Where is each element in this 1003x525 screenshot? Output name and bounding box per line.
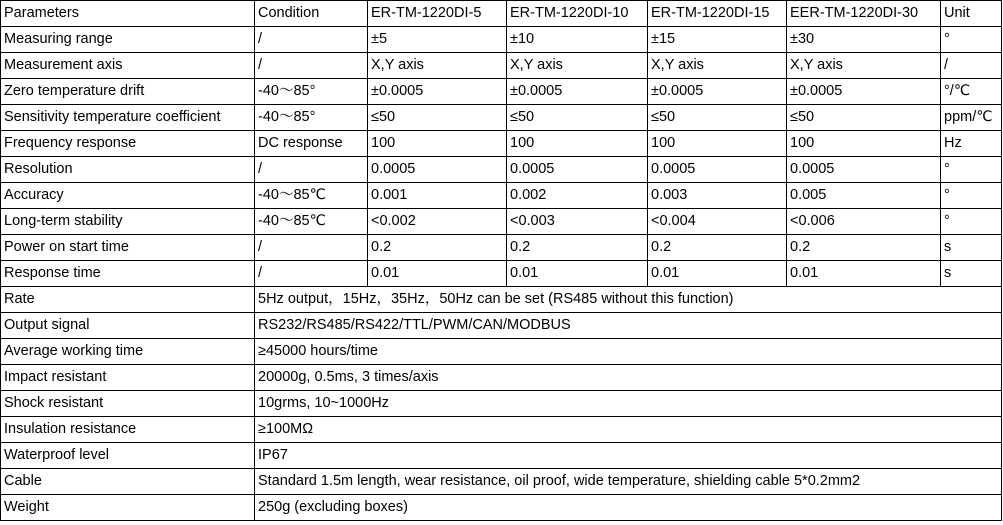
- unit-cell: /: [941, 53, 1002, 79]
- condition-cell: /: [255, 235, 368, 261]
- unit-cell: °: [941, 27, 1002, 53]
- value-cell: ±0.0005: [648, 79, 787, 105]
- value-cell: X,Y axis: [507, 53, 648, 79]
- unit-cell: ppm/℃: [941, 105, 1002, 131]
- merged-value-cell: 10grms, 10~1000Hz: [255, 391, 1002, 417]
- param-cell: Zero temperature drift: [1, 79, 255, 105]
- value-cell: <0.002: [368, 209, 507, 235]
- value-cell: 0.01: [648, 261, 787, 287]
- param-cell: Accuracy: [1, 183, 255, 209]
- table-row: [1, 287, 1002, 313]
- value-cell: ±5: [368, 27, 507, 53]
- condition-cell: -40～85℃: [255, 209, 368, 235]
- value-cell: 0.0005: [368, 157, 507, 183]
- condition-cell: /: [255, 27, 368, 53]
- param-cell: Response time: [1, 261, 255, 287]
- header-row: [1, 1, 1002, 27]
- table-row: [1, 27, 1002, 53]
- value-cell: ±0.0005: [787, 79, 941, 105]
- value-cell: 100: [368, 131, 507, 157]
- param-cell: Average working time: [1, 339, 255, 365]
- value-cell: <0.004: [648, 209, 787, 235]
- param-cell: Long-term stability: [1, 209, 255, 235]
- spec-table-body: [1, 1, 1002, 521]
- table-row: [1, 365, 1002, 391]
- value-cell: ±15: [648, 27, 787, 53]
- unit-cell: °: [941, 157, 1002, 183]
- value-cell: ±0.0005: [507, 79, 648, 105]
- table-row: [1, 209, 1002, 235]
- value-cell: ±0.0005: [368, 79, 507, 105]
- value-cell: 0.2: [787, 235, 941, 261]
- value-cell: 0.01: [507, 261, 648, 287]
- merged-value-cell: ≥100MΩ: [255, 417, 1002, 443]
- param-cell: Rate: [1, 287, 255, 313]
- value-cell: 0.0005: [787, 157, 941, 183]
- value-cell: ±10: [507, 27, 648, 53]
- table-row: [1, 417, 1002, 443]
- param-cell: Sensitivity temperature coefficient: [1, 105, 255, 131]
- value-cell: 0.01: [787, 261, 941, 287]
- value-cell: 0.2: [368, 235, 507, 261]
- table-row: [1, 183, 1002, 209]
- table-row: [1, 235, 1002, 261]
- header-model-5: ER-TM-1220DI-5: [368, 1, 507, 27]
- table-row: [1, 313, 1002, 339]
- table-row: [1, 131, 1002, 157]
- merged-value-cell: ≥45000 hours/time: [255, 339, 1002, 365]
- merged-value-cell: Standard 1.5m length, wear resistance, oil proof, wide temperature, shielding cable 5*0.2mm2: [255, 469, 1002, 495]
- unit-cell: Hz: [941, 131, 1002, 157]
- condition-cell: DC response: [255, 131, 368, 157]
- condition-cell: /: [255, 53, 368, 79]
- value-cell: ≤50: [648, 105, 787, 131]
- header-condition: Condition: [255, 1, 368, 27]
- value-cell: 100: [507, 131, 648, 157]
- condition-cell: -40～85℃: [255, 183, 368, 209]
- header-model-30: EER-TM-1220DI-30: [787, 1, 941, 27]
- value-cell: 0.0005: [648, 157, 787, 183]
- condition-cell: -40～85°: [255, 79, 368, 105]
- param-cell: Shock resistant: [1, 391, 255, 417]
- value-cell: 0.001: [368, 183, 507, 209]
- condition-cell: /: [255, 261, 368, 287]
- param-cell: Resolution: [1, 157, 255, 183]
- merged-value-cell: 250g (excluding boxes): [255, 495, 1002, 521]
- merged-value-cell: RS232/RS485/RS422/TTL/PWM/CAN/MODBUS: [255, 313, 1002, 339]
- param-cell: Insulation resistance: [1, 417, 255, 443]
- unit-cell: °: [941, 209, 1002, 235]
- value-cell: ≤50: [507, 105, 648, 131]
- value-cell: 0.01: [368, 261, 507, 287]
- param-cell: Output signal: [1, 313, 255, 339]
- param-cell: Cable: [1, 469, 255, 495]
- table-row: [1, 443, 1002, 469]
- param-cell: Waterproof level: [1, 443, 255, 469]
- param-cell: Weight: [1, 495, 255, 521]
- value-cell: X,Y axis: [368, 53, 507, 79]
- value-cell: <0.003: [507, 209, 648, 235]
- value-cell: 0.002: [507, 183, 648, 209]
- value-cell: 100: [787, 131, 941, 157]
- table-row: [1, 105, 1002, 131]
- param-cell: Frequency response: [1, 131, 255, 157]
- table-row: [1, 79, 1002, 105]
- param-cell: Power on start time: [1, 235, 255, 261]
- value-cell: 0.2: [648, 235, 787, 261]
- unit-cell: s: [941, 235, 1002, 261]
- table-row: [1, 53, 1002, 79]
- value-cell: 100: [648, 131, 787, 157]
- condition-cell: /: [255, 157, 368, 183]
- merged-value-cell: 5Hz output，15Hz，35Hz，50Hz can be set (RS485 without this function): [255, 287, 1002, 313]
- unit-cell: °: [941, 183, 1002, 209]
- merged-value-cell: 20000g, 0.5ms, 3 times/axis: [255, 365, 1002, 391]
- value-cell: 0.2: [507, 235, 648, 261]
- header-unit: Unit: [941, 1, 1002, 27]
- value-cell: X,Y axis: [787, 53, 941, 79]
- param-cell: Measuring range: [1, 27, 255, 53]
- condition-cell: -40～85°: [255, 105, 368, 131]
- value-cell: <0.006: [787, 209, 941, 235]
- value-cell: ≤50: [787, 105, 941, 131]
- header-model-15: ER-TM-1220DI-15: [648, 1, 787, 27]
- unit-cell: °/℃: [941, 79, 1002, 105]
- value-cell: ≤50: [368, 105, 507, 131]
- table-row: [1, 469, 1002, 495]
- param-cell: Measurement axis: [1, 53, 255, 79]
- table-row: [1, 261, 1002, 287]
- value-cell: 0.005: [787, 183, 941, 209]
- merged-value-cell: IP67: [255, 443, 1002, 469]
- value-cell: 0.0005: [507, 157, 648, 183]
- param-cell: Impact resistant: [1, 365, 255, 391]
- value-cell: 0.003: [648, 183, 787, 209]
- table-row: [1, 339, 1002, 365]
- table-row: [1, 157, 1002, 183]
- header-model-10: ER-TM-1220DI-10: [507, 1, 648, 27]
- header-parameters: Parameters: [1, 1, 255, 27]
- table-row: [1, 495, 1002, 521]
- value-cell: ±30: [787, 27, 941, 53]
- value-cell: X,Y axis: [648, 53, 787, 79]
- table-row: [1, 391, 1002, 417]
- unit-cell: s: [941, 261, 1002, 287]
